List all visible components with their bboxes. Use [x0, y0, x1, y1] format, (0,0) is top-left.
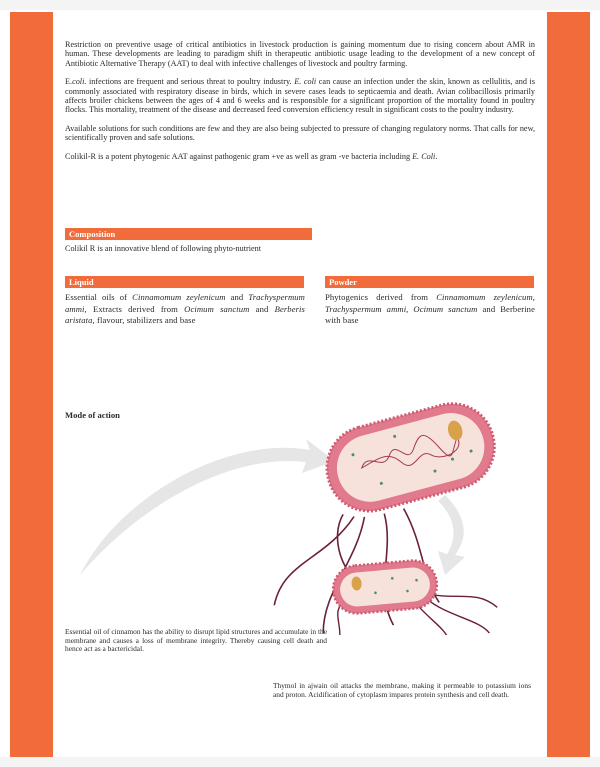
powder-description	[325, 292, 535, 327]
italic-span: E. coli	[294, 77, 317, 87]
text-span: can cause an infection under the skin, known as cellulitis, and is commonly associated with respiratory disease in birds, which in severe cases leads to septicaemia and death. Avian colibacillosis primarily affects broiler chickens between the ages of 4 and 6 weeks and is responsible for a significant proportion of the mortality found in poultry flocks. This mortality, treatment of the disease and decreased feed conversion efficiency result in significant costs to the poultry industry.	[65, 77, 535, 115]
intro-paragraph-ecoli	[65, 77, 535, 115]
text-span: E.	[65, 77, 73, 87]
powder-heading: Powder	[325, 276, 534, 288]
intro-section	[65, 40, 535, 170]
bacterium-small	[328, 554, 500, 635]
thymol-caption: Thymol in ajwain oil attacks the membrane, making it permeable to potassium ions and proton. Acidification of cytoplasm impares protein synthesis and cell death.	[273, 681, 531, 699]
curved-arrow-small	[438, 495, 465, 575]
italic-span: coli.	[72, 77, 87, 87]
bottom-border	[0, 757, 600, 767]
text-span: and	[249, 303, 275, 314]
text-span: and Berberine with base	[325, 303, 535, 325]
italic-span: E. Coli	[412, 151, 436, 161]
italic-span: Cinnamomum zeylenicum	[132, 292, 226, 302]
italic-span: Trachyspermum ammi,	[65, 292, 305, 314]
liquid-description	[65, 292, 305, 327]
cinnamon-caption: Essential oil of cinnamon has the ability to disrupt lipid structures and accumulate in the membrane and causes a loss of membrane integrity. Thereby causing cell death and hence act as a bactericidal.	[65, 627, 327, 654]
liquid-heading: Liquid	[65, 276, 304, 288]
text-span: and	[225, 292, 249, 302]
mode-of-action-title: Mode of action	[65, 410, 120, 420]
left-accent-stripe	[10, 12, 53, 757]
intro-paragraph-colikil	[65, 152, 535, 161]
text-span: Colikil-R is a potent phytogenic AAT against pathogenic gram +ve as well as gram -ve bacteria including	[65, 151, 413, 161]
italic-span: Berberis aristata,	[65, 303, 305, 325]
text-span: infections are frequent and serious threat to poultry industry.	[86, 77, 295, 87]
right-accent-stripe	[547, 12, 590, 757]
curved-arrow-large	[80, 439, 335, 575]
composition-heading: Composition	[65, 228, 312, 240]
composition-text: Colikil R is an innovative blend of following phyto-nutrient	[65, 244, 262, 253]
text-span: Essential oils of	[65, 292, 133, 302]
text-span: Phytogenics derived from	[325, 292, 437, 302]
mode-of-action-illustration	[60, 395, 540, 635]
intro-paragraph-amr: Restriction on preventive usage of critical antibiotics in livestock production is gaining momentum due to rising concern about AMR in human. These developments are leading to paradigm shift in therapeutic antibiotic usage leading to the development of a new concept of Antibiotic Alternative Therapy (AAT) to deal with infective challenges of livestock and poultry farming.	[65, 40, 535, 68]
text-span: flavour, stabilizers and base	[94, 315, 196, 325]
italic-span: Ocimum sanctum	[184, 303, 250, 314]
intro-paragraph-solutions: Available solutions for such conditions are few and they are also being subjected to pressure of changing regulatory norms. That calls for new, scientifically proven and safe solutions.	[65, 123, 535, 143]
text-span: Extracts derived from	[86, 303, 185, 314]
italic-span: Cinnamomum zeylenicum, Trachyspermum ammi, Ocimum sanctum	[325, 292, 535, 314]
top-border	[0, 0, 600, 10]
text-span: .	[435, 151, 438, 161]
